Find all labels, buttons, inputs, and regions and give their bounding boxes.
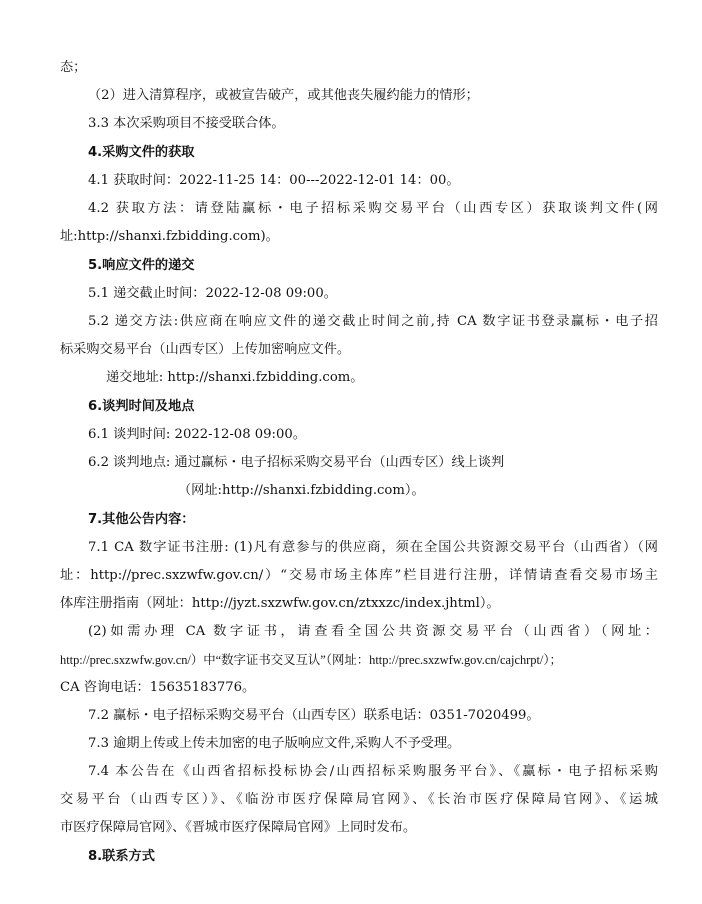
section-heading: 4.采购文件的获取 — [88, 145, 195, 160]
text-line: 标采购交易平台（山西专区）上传加密响应文件。 — [60, 342, 351, 357]
section-heading: 7.其他公告内容： — [88, 512, 195, 527]
text-line: 4.2 获取方法：请登陆赢标・电子招标采购交易平台（山西专区）获取谈判文件(网 — [88, 201, 658, 216]
text-line: 递交地址: http://shanxi.fzbidding.com。 — [106, 370, 364, 385]
text-line: 5.1 递交截止时间：2022-12-08 09:00。 — [88, 286, 337, 301]
text-line: （2）进入清算程序，或被宣告破产，或其他丧失履约能力的情形； — [88, 88, 479, 103]
text-line: 5.2 递交方法:供应商在响应文件的递交截止时间之前,持 CA 数字证书登录赢标・电子招 — [88, 314, 658, 329]
text-line: 态； — [60, 60, 87, 75]
text-line: 6.1 谈判时间: 2022-12-08 09:00。 — [88, 427, 306, 442]
text-line: 7.2 赢标・电子招标采购交易平台（山西专区）联系电话：0351-7020499。 — [88, 708, 540, 723]
section-heading: 8.联系方式 — [88, 849, 155, 864]
text-line: 3.3 本次采购项目不接受联合体。 — [88, 116, 285, 131]
section-heading: 5.响应文件的递交 — [88, 258, 195, 273]
text-line: 7.1 CA 数字证书注册: (1)凡有意参与的供应商，须在全国公共资源交易平台（山西省）（网 — [88, 540, 658, 555]
section-heading: 6.谈判时间及地点 — [88, 399, 195, 414]
text-line: CA 咨询电话：15635183776。 — [60, 680, 256, 695]
text-line: 体库注册指南（网址：http://jyzt.sxzwfw.gov.cn/ztxxzc/index.jhtml）。 — [60, 596, 500, 611]
text-line: (2)如需办理 CA 数字证书，请查看全国公共资源交易平台（山西省）（网址： — [88, 624, 658, 639]
text-line: 7.4 本公告在《山西省招标投标协会/山西招标采购服务平台》、《赢标・电子招标采购 — [88, 764, 658, 779]
text-line: 4.1 获取时间：2022-11-25 14：00---2022-12-01 14：00。 — [88, 173, 460, 188]
text-line: 址:http://shanxi.fzbidding.com)。 — [60, 229, 279, 244]
text-line: 交易平台（山西专区）》、《临汾市医疗保障局官网》、《长治市医疗保障局官网》、《运城 — [60, 792, 658, 807]
text-line: http://prec.sxzwfw.gov.cn/）中“数字证书交叉互认”（网址：http://prec.sxzwfw.gov.cn/cajchrpt/）； — [60, 653, 562, 667]
text-line: 址：http://prec.sxzwfw.gov.cn/）“交易市场主体库”栏目进行注册，详情请查看交易市场主 — [60, 568, 658, 583]
text-line: 7.3 逾期上传或上传未加密的电子版响应文件,采购人不予受理。 — [88, 736, 461, 751]
text-line: 6.2 谈判地点: 通过赢标・电子招标采购交易平台（山西专区）线上谈判 — [88, 455, 505, 470]
text-line: 市医疗保障局官网》、《晋城市医疗保障局官网》上同时发布。 — [60, 820, 417, 835]
text-line: （网址:http://shanxi.fzbidding.com）。 — [178, 483, 425, 498]
